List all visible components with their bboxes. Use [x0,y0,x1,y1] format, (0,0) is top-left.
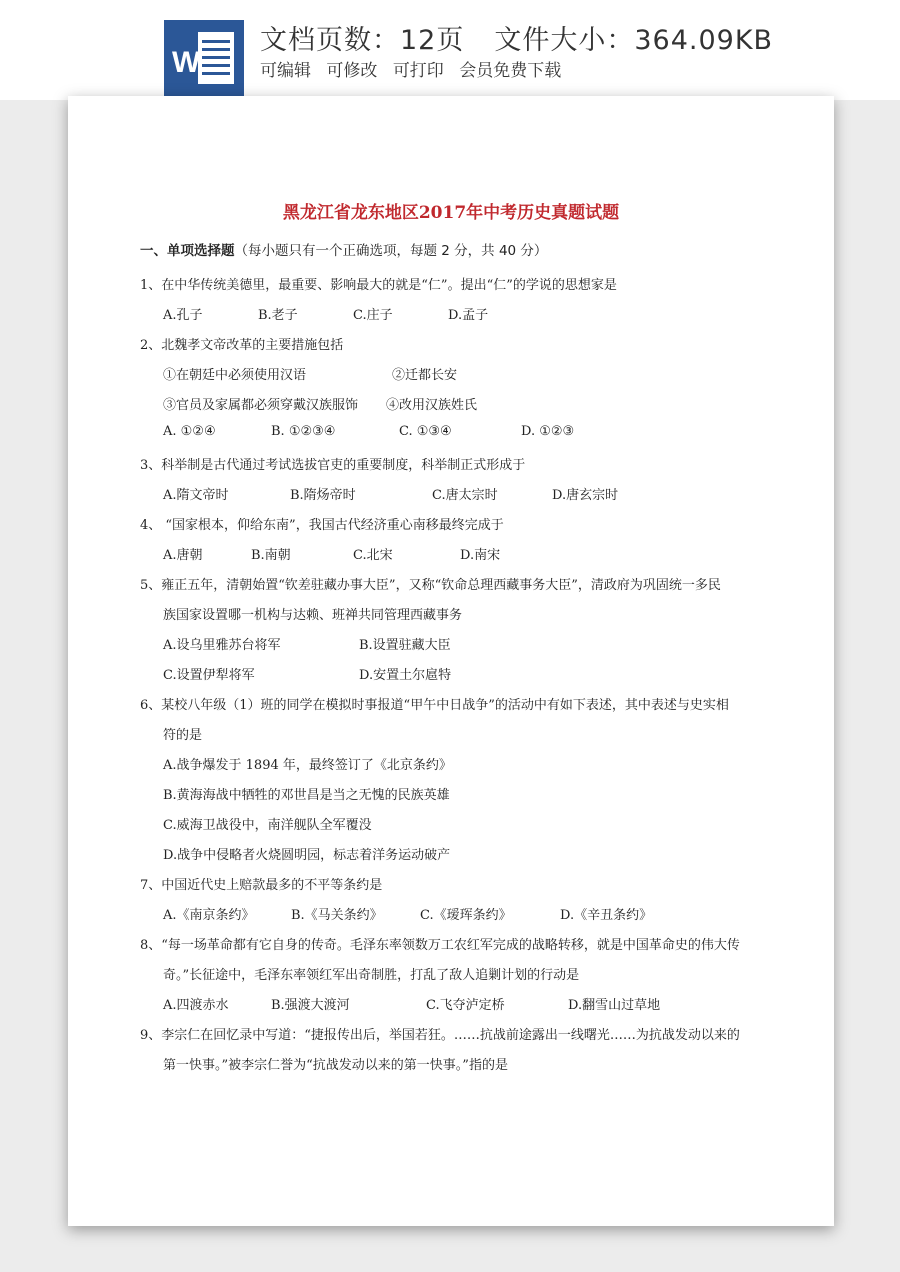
q1-option-c: C.庄子 [353,308,393,323]
feature-member-download: 会员免费下载 [459,61,562,81]
q2-option-b: B. ①②③④ [271,424,336,439]
q3-option-c: C.唐太宗时 [432,488,498,503]
q6-option-b: B.黄海海战中牺牲的邓世昌是当之无愧的民族英雄 [163,788,450,803]
feature-list [260,56,571,81]
q3-stem: 3、科举制是古代通过考试选拔官吏的重要制度，科举制正式形成于 [140,458,526,473]
q7-stem: 7、中国近代史上赔款最多的不平等条约是 [140,878,383,893]
svg-text:W: W [172,46,201,79]
section-note: （每小题只有一个正确选项，每题 2 分，共 40 分） [234,243,548,259]
section-heading [140,239,547,259]
q6-option-d: D.战争中侵略者火烧圆明园，标志着洋务运动破产 [163,848,451,863]
q2-item-3: ③官员及家属都必须穿戴汉族服饰 [163,398,359,413]
q1-option-d: D.孟子 [448,308,489,323]
q3-option-b: B.隋炀帝时 [290,488,356,503]
q1-option-a: A.孔子 [163,308,203,323]
q2-item-4: ④改用汉族姓氏 [386,398,478,413]
q5-option-a: A.设乌里雅苏台将军 [163,638,281,653]
file-size: 文件大小：364.09KB [494,25,774,56]
q7-option-a: A.《南京条约》 [163,908,255,923]
q4-option-a: A.唐朝 [163,548,203,563]
q5-stem-line2: 族国家设置哪一机构与达赖、班禅共同管理西藏事务 [163,608,463,623]
doc-info-header [0,0,900,100]
q9-stem-line2: 第一快事。”被李宗仁誉为“抗战发动以来的第一快事。”指的是 [163,1058,508,1073]
doc-stats [260,18,773,57]
q6-option-c: C.威海卫战役中，南洋舰队全军覆没 [163,818,372,833]
page-count: 文档页数：12页 [260,25,465,56]
q6-stem-line1: 6、某校八年级（1）班的同学在模拟时事报道“甲午中日战争”的活动中有如下表述，其中表述与史实相 [140,698,729,713]
q8-option-c: C.飞夺泸定桥 [426,998,505,1013]
q4-option-d: D.南宋 [460,548,501,563]
q3-option-a: A.隋文帝时 [163,488,229,503]
section-label: 一、单项选择题 [140,243,235,259]
word-document-icon [164,20,244,96]
q8-option-b: B.强渡大渡河 [271,998,350,1013]
q4-option-c: C.北宋 [353,548,393,563]
q9-stem-line1: 9、李宗仁在回忆录中写道：“捷报传出后，举国若狂。……抗战前途露出一线曙光……为抗战发动以来的 [140,1028,740,1043]
q2-item-2: ②迁都长安 [392,368,458,383]
q2-option-d: D. ①②③ [521,424,575,439]
q8-option-d: D.翻雪山过草地 [568,998,661,1013]
feature-editable: 可编辑 [260,61,311,81]
q5-option-d: D.安置土尔扈特 [359,668,452,683]
q1-stem: 1、在中华传统美德里，最重要、影响最大的就是“仁”。提出“仁”的学说的思想家是 [140,278,617,293]
q4-stem: 4、 “国家根本，仰给东南”，我国古代经济重心南移最终完成于 [140,518,504,533]
q8-stem-line2: 奇。”长征途中，毛泽东率领红军出奇制胜，打乱了敌人追剿计划的行动是 [163,968,580,983]
q3-option-d: D.唐玄宗时 [552,488,619,503]
q7-option-d: D.《辛丑条约》 [560,908,653,923]
q1-option-b: B.老子 [258,308,298,323]
q7-option-b: B.《马关条约》 [291,908,383,923]
q6-stem-line2: 符的是 [163,728,203,743]
q2-option-a: A. ①②④ [163,424,216,439]
q2-option-c: C. ①③④ [399,424,452,439]
document-page [68,96,834,1226]
document-title: 黑龙江省龙东地区2017年中考历史真题试题 [282,203,620,223]
q2-stem: 2、北魏孝文帝改革的主要措施包括 [140,338,344,353]
feature-printable: 可打印 [392,61,444,81]
q5-option-c: C.设置伊犁将军 [163,668,255,683]
q8-option-a: A.四渡赤水 [163,998,229,1013]
q6-option-a: A.战争爆发于 1894 年，最终签订了《北京条约》 [163,758,452,773]
q5-option-b: B.设置驻藏大臣 [359,638,451,653]
q7-option-c: C.《瑷珲条约》 [420,908,512,923]
q2-item-1: ①在朝廷中必须使用汉语 [163,368,307,383]
feature-modifiable: 可修改 [326,61,378,81]
q5-stem-line1: 5、雍正五年，清朝始置“钦差驻藏办事大臣”，又称“钦命总理西藏事务大臣”，清政府为巩固统一多民 [140,578,721,593]
q8-stem-line1: 8、“每一场革命都有它自身的传奇。毛泽东率领数万工农红军完成的战略转移，就是中国革命史的伟大传 [140,938,740,953]
q4-option-b: B.南朝 [251,548,291,563]
